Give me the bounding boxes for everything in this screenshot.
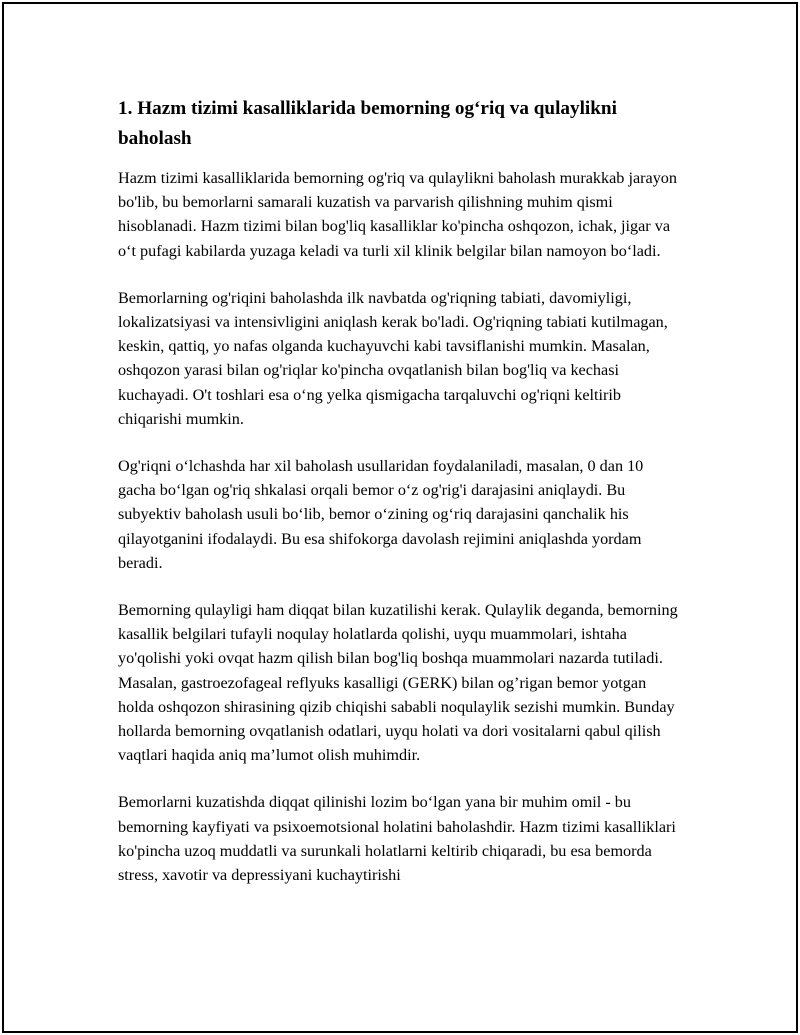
paragraph-4: Bemorning qulayligi ham diqqat bilan kuzatilishi kerak. Qulaylik deganda, bemorning kasallik belgilari tufayli noqulay holatlarda qolishi, uyqu muammolari, ishtaha yo'qolishi yoki ovqat hazm qilish bilan bog'liq boshqa muammolari nazarda tutiladi. Masalan, gastroezofageal reflyuks kasalligi (GERK) bilan og’rigan bemor yotgan holda oshqozon shirasining qizib chiqishi sababli noqulaylik sezishi mumkin. Bunday hollarda bemorning ovqatlanish odatlari, uyqu holati va dori vositalarni qabul qilish vaqtlari haqida aniq ma’lumot olish muhimdir. <box>118 601 678 765</box>
document-body <box>118 94 684 910</box>
paragraph-5: Bemorlarni kuzatishda diqqat qilinishi lozim bo‘lgan yana bir muhim omil - bu bemorning kayfiyati va psixoemotsional holatini baholashdir. Hazm tizimi kasalliklari ko'pincha uzoq muddatli va surunkali holatlarni keltirib chiqaradi, bu esa bemorda stress, xavotir va depressiyani kuchaytirishi <box>118 793 676 885</box>
paragraph-2: Bemorlarning og'riqini baholashda ilk navbatda og'riqning tabiati, davomiyligi, lokalizatsiyasi va intensivligini aniqlash kerak bo'ladi. Og'riqning tabiati kutilmagan, keskin, qattiq, yo nafas olganda kuchayuvchi kabi tavsiflanishi mumkin. Masalan, oshqozon yarasi bilan og'riqlar ko'pincha ovqatlanish bilan bog'liq va kechasi kuchayadi. O't toshlari esa o‘ng yelka qismigacha tarqaluvchi og'riqni keltirib chiqarishi mumkin. <box>118 288 668 428</box>
paragraph-3: Og'riqni o‘lchashda har xil baholash usullaridan foydalaniladi, masalan, 0 dan 10 gacha bo‘lgan og'riq shkalasi orqali bemor o‘z og'rig'i darajasini aniqlaydi. Bu subyektiv baholash usuli bo‘lib, bemor o‘zining og‘riq darajasini qanchalik his qilayotganini ifodalaydi. Bu esa shifokorga davolash rejimini aniqlashda yordam beradi. <box>118 457 644 572</box>
paragraph-1: Hazm tizimi kasalliklarida bemorning og'riq va qulaylikni baholash murakkab jarayon bo'lib, bu bemorlarni samarali kuzatish va parvarish qilishning muhim qismi hisoblanadi. Hazm tizimi bilan bog'liq kasalliklar ko'pincha oshqozon, ichak, jigar va o‘t pufagi kabilarda yuzaga keladi va turli xil klinik belgilar bilan namoyon bo‘ladi. <box>118 169 677 260</box>
section-heading: 1. Hazm tizimi kasalliklarida bemorning og‘riq va qulaylikni baholash <box>118 98 617 149</box>
